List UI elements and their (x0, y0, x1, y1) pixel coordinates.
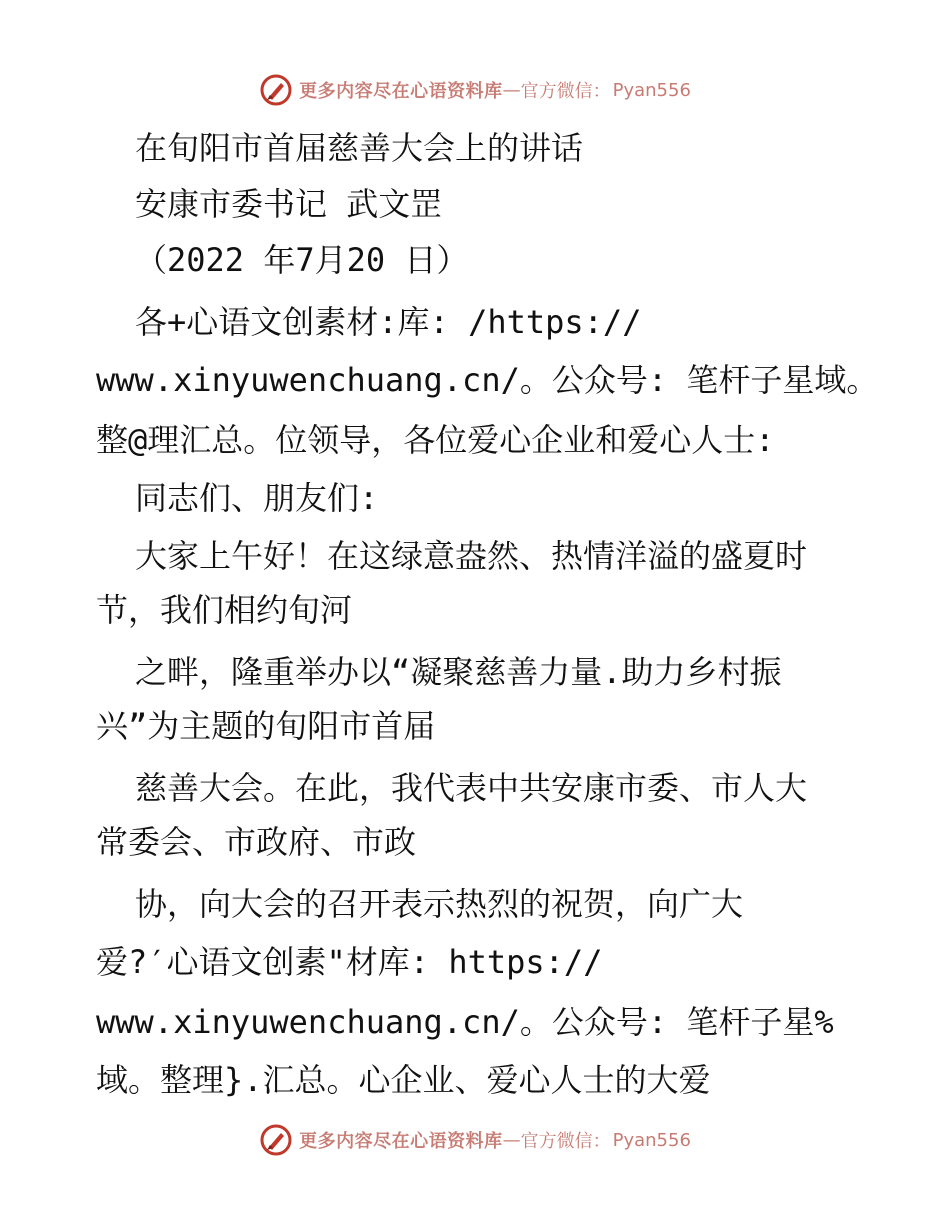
text-line: 大家上午好！在这绿意盎然、热情洋溢的盛夏时 (135, 537, 808, 575)
banner-main-text: 更多内容尽在心语资料库 (299, 81, 503, 102)
text-line: 协，向大会的召开表示热烈的祝贺，向广大 (135, 885, 744, 923)
document-author: 安康市委书记 武文罡 (135, 185, 443, 223)
text-line: 兴”为主题的旬阳市首届 (96, 707, 436, 745)
text-line: www.xinyuwenchuang.cn/。公众号: 笔杆子星域。 (96, 361, 879, 399)
text-line: www.xinyuwenchuang.cn/。公众号: 笔杆子星% (96, 1003, 834, 1041)
text-line: 爱?′心语文创素"材库: https:// (96, 943, 603, 981)
text-line: 同志们、朋友们: (135, 479, 379, 517)
text-line: 各+心语文创素材:库: /https:// (135, 303, 642, 341)
document-date: （2022 年7月20 日） (135, 241, 469, 279)
banner-wechat-id: Pyan556 (612, 1129, 691, 1151)
banner-main-text: 更多内容尽在心语资料库 (299, 1131, 503, 1152)
text-line: 慈善大会。在此，我代表中共安康市委、市人大 (135, 769, 808, 807)
banner-wechat-label: 官方微信： (520, 1131, 611, 1152)
text-line: 整@理汇总。位领导，各位爱心企业和爱心人士: (96, 421, 775, 459)
pen-nib-logo-icon (259, 1123, 293, 1157)
banner-dash: — (502, 79, 521, 101)
banner-dash: — (502, 1129, 521, 1151)
footer-watermark-banner (0, 1122, 950, 1158)
header-watermark-banner (0, 72, 950, 108)
text-line: 之畔，隆重举办以“凝聚慈善力量.助力乡村振 (135, 653, 782, 691)
text-line: 常委会、市政府、市政 (96, 823, 417, 861)
banner-wechat-label: 官方微信： (520, 81, 611, 102)
banner-wechat-id: Pyan556 (612, 79, 691, 101)
document-title: 在旬阳市首届慈善大会上的讲话 (135, 129, 584, 167)
text-line: 节，我们相约旬河 (96, 591, 353, 629)
pen-nib-logo-icon (259, 73, 293, 107)
text-line: 域。整理}.汇总。心企业、爱心人士的大爱 (96, 1061, 711, 1099)
